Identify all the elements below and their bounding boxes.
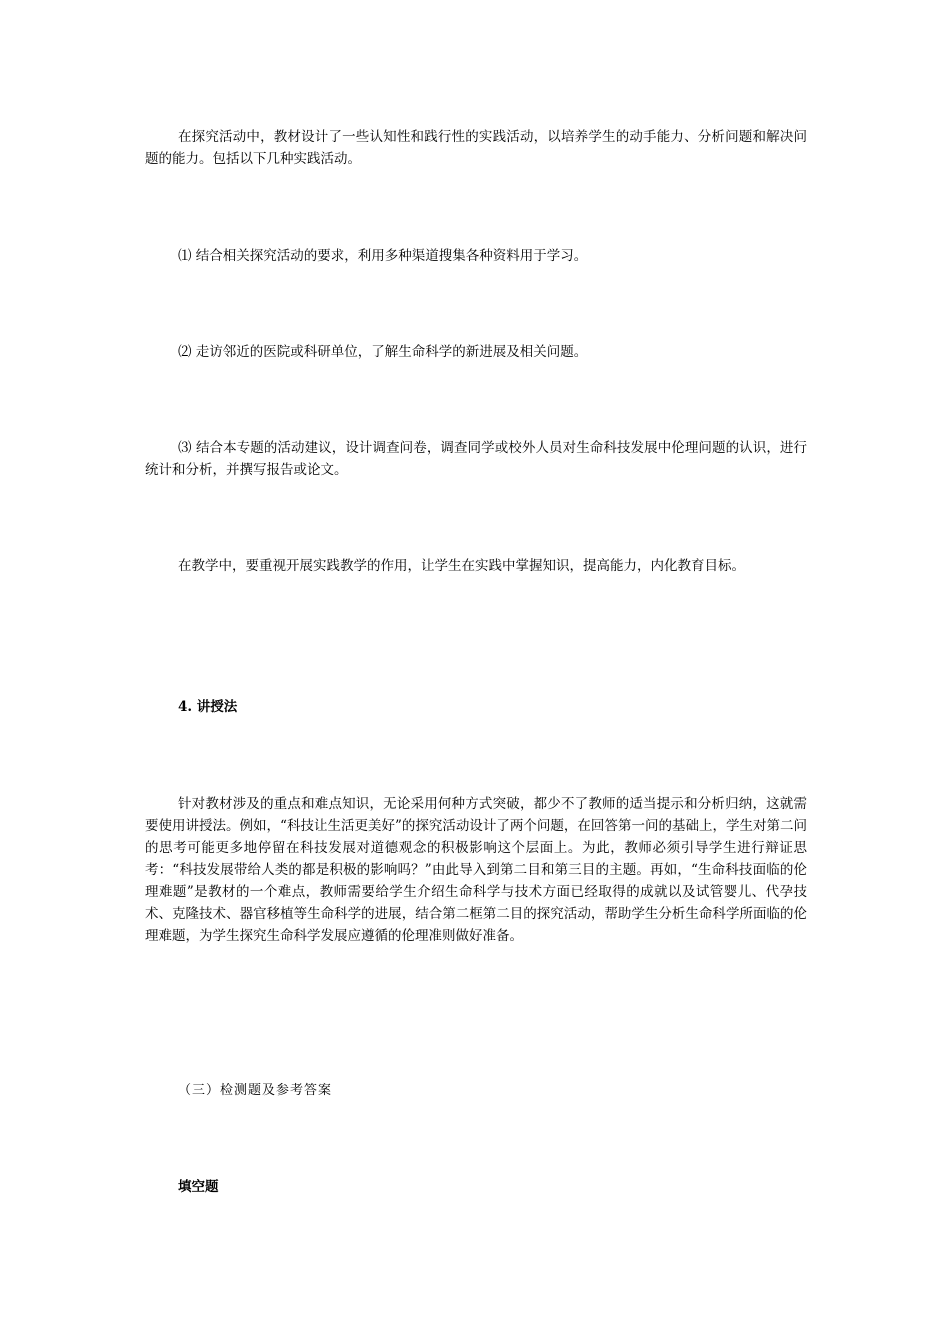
teaching-paragraph: 在教学中，要重视开展实践教学的作用，让学生在实践中掌握知识，提高能力，内化教育目标。 xyxy=(178,558,745,574)
intro-paragraph: 在探究活动中，教材设计了一些认知性和践行性的实践活动，以培养学生的动手能力、分析问题和解决问题的能力。包括以下几种实践活动。 xyxy=(145,129,807,167)
fill-blank-heading: 填空题 xyxy=(178,1179,219,1195)
lecture-method-paragraph: 针对教材涉及的重点和难点知识，无论采用何种方式突破，都少不了教师的适当提示和分析归纳，这就需要使用讲授法。例如，“科技让生活更美好”的探究活动设计了两个问题，在回答第一问的基础上，学生对第二问的思考可能更多地停留在科技发展对道德观念的积极影响这个层面上。为此，教师必须引导学生进行辩证思考：“科技发展带给人类的都是积极的影响吗？”由此导入到第二目和第三目的主题。再如，“生命科技面临的伦理难题”是教材的一个难点，教师需要给学生介绍生命科学与技术方面已经取得的成就以及试管婴儿、代孕技术、克隆技术、器官移植等生命科学的进展，结合第二框第二目的探究活动，帮助学生分析生命科学所面临的伦理难题，为学生探究生命科学发展应遵循的伦理准则做好准备。 xyxy=(145,796,807,944)
activity-item-2: ⑵ 走访邻近的医院或科研单位，了解生命科学的新进展及相关问题。 xyxy=(178,344,588,360)
activity-item-1: ⑴ 结合相关探究活动的要求，利用多种渠道搜集各种资料用于学习。 xyxy=(178,248,588,264)
activity-item-3: ⑶ 结合本专题的活动建议，设计调查问卷，调查同学或校外人员对生命科技发展中伦理问题的认识，进行统计和分析，并撰写报告或论文。 xyxy=(145,440,807,478)
section-three-heading: （三）检测题及参考答案 xyxy=(178,1083,333,1098)
lecture-method-heading: 4. 讲授法 xyxy=(178,699,238,715)
